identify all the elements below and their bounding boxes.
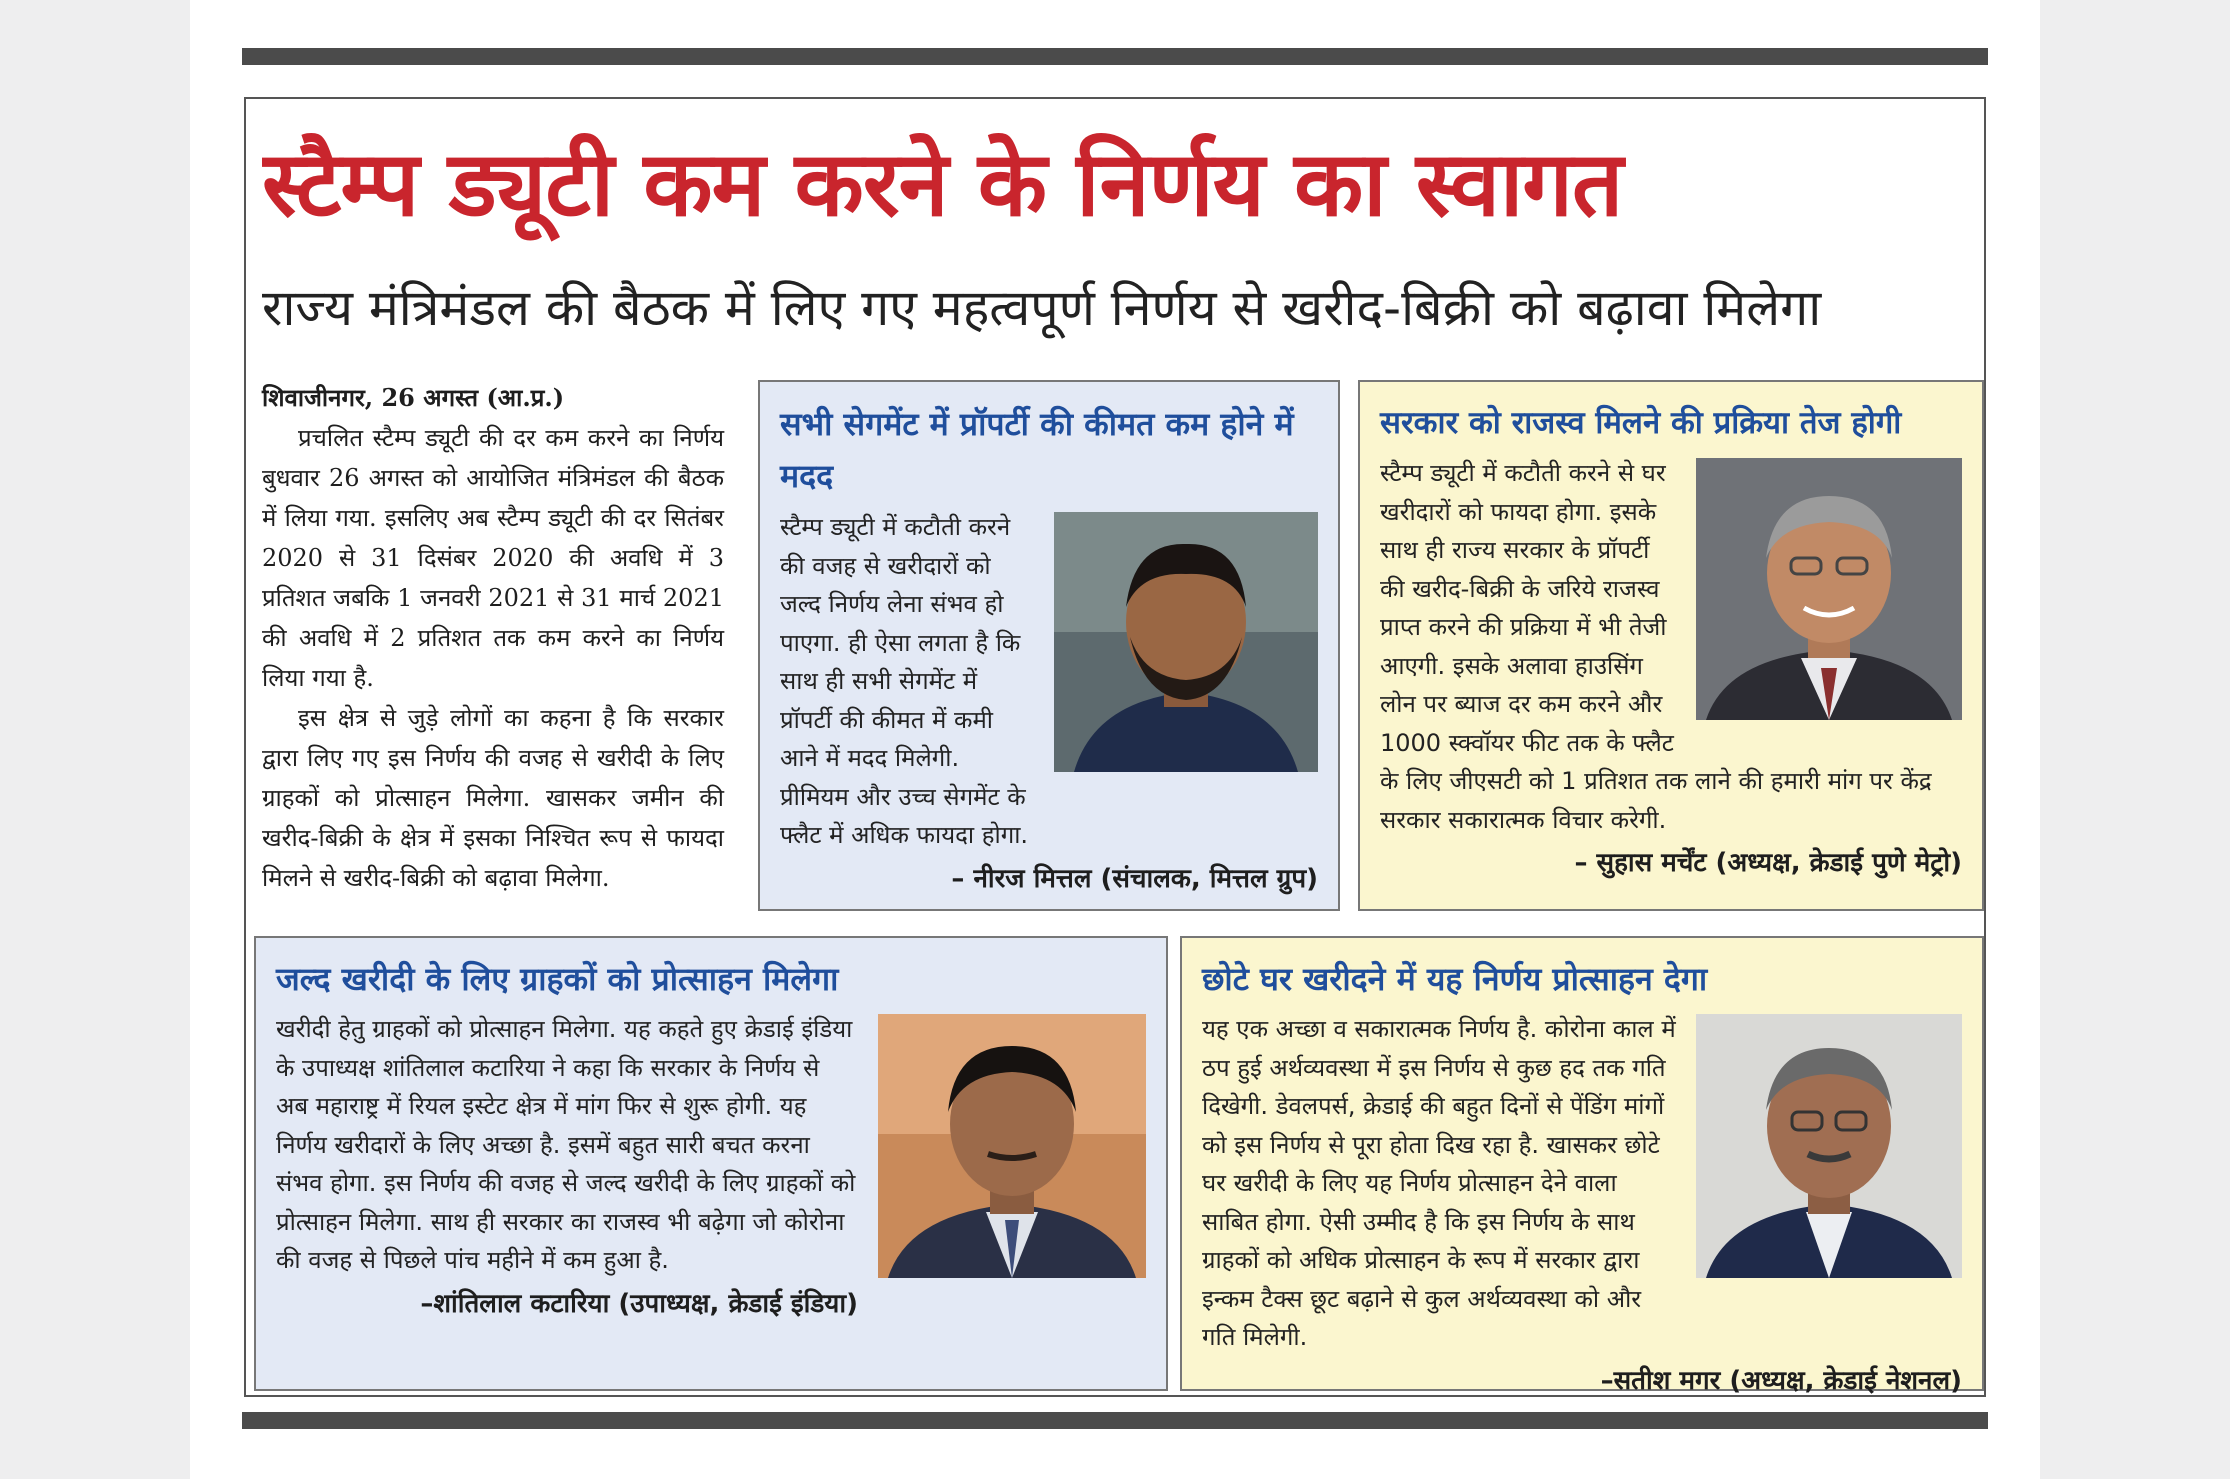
quote-box-suhas-merchant bbox=[1358, 380, 1984, 911]
quote-box-body: खरीदी हेतु ग्राहकों को प्रोत्साहन मिलेगा. यह कहते हुए क्रेडाई इंडिया के उपाध्यक्ष शांतिलाल कटारिया ने कहा कि सरकार के निर्णय से अब महाराष्ट्र में रियल इस्टेट क्षेत्र में मांग फिर से शुरू होगी. यह निर्णय खरीदारों के लिए अच्छा है. इसमें बहुत सारी बचत करना संभव होगा. इस निर्णय की वजह से जल्द खरीदी के लिए ग्राहकों को प्रोत्साहन मिलेगा. साथ ही सरकार का राजस्व भी बढ़ेगा जो कोरोना की वजह से पिछले पांच महीने में कम हुआ है. bbox=[276, 1015, 856, 1274]
quote-box-title: छोटे घर खरीदने में यह निर्णय प्रोत्साहन देगा bbox=[1202, 960, 1708, 998]
quote-box-title: जल्द खरीदी के लिए ग्राहकों को प्रोत्साहन मिलेगा bbox=[276, 960, 839, 998]
quote-box-signature: –शांतिलाल कटारिया (उपाध्यक्ष, क्रेडाई इंडिया) bbox=[420, 1288, 858, 1319]
quote-box-shantilal-kataria bbox=[254, 936, 1168, 1391]
top-rule bbox=[242, 48, 1988, 65]
bottom-rule bbox=[242, 1412, 1988, 1429]
quote-box-body: स्टैम्प ड्यूटी में कटौती करने की वजह से खरीदारों को जल्द निर्णय लेना संभव हो पाएगा. ही ऐसा लगता है कि साथ ही सभी सेगमेंट में प्रॉपर्टी की कीमत में कमी आने में मदद मिलेगी. प्रीमियम और उच्च सेगमेंट के फ्लैट में अधिक फायदा होगा. bbox=[780, 513, 1029, 849]
quote-box-signature: – नीरज मित्तल (संचालक, मित्तल ग्रुप) bbox=[951, 863, 1318, 894]
dateline: शिवाजीनगर, 26 अगस्त (आ.प्र.) bbox=[262, 383, 565, 412]
main-article-column bbox=[262, 378, 724, 898]
article-paragraph-1: प्रचलित स्टैम्प ड्यूटी की दर कम करने का निर्णय बुधवार 26 अगस्त को आयोजित मंत्रिमंडल की बैठक में लिया गया. इसलिए अब स्टैम्प ड्यूटी की दर सितंबर 2020 से 31 दिसंबर 2020 की अवधि में 3 प्रतिशत जबकि 1 जनवरी 2021 से 31 मार्च 2021 की अवधि में 2 प्रतिशत तक कम करने का निर्णय लिया गया है. bbox=[262, 424, 724, 692]
portrait-photo-neeraj-mittal bbox=[1054, 512, 1318, 772]
headline: स्टैम्प ड्यूटी कम करने के निर्णय का स्वागत bbox=[262, 132, 1623, 237]
portrait-photo-satish-magar bbox=[1696, 1014, 1962, 1278]
quote-box-title: सभी सेगमेंट में प्रॉपर्टी की कीमत कम होने में मदद bbox=[780, 405, 1294, 495]
quote-box-body: स्टैम्प ड्यूटी में कटौती करने से घर खरीदारों को फायदा होगा. इसके साथ ही राज्य सरकार के प्रॉपर्टी की खरीद-बिक्री के जरिये राजस्व प्राप्त करने की प्रक्रिया में भी तेजी आएगी. इसके अलावा हाउसिंग लोन पर ब्याज दर कम करने और 1000 स्क्वॉयर फीट तक के फ्लैट के लिए जीएसटी को 1 प्रतिशत तक लाने की हमारी मांग पर केंद्र सरकार सकारात्मक विचार करेगी. bbox=[1380, 459, 1932, 834]
quote-box-body: यह एक अच्छा व सकारात्मक निर्णय है. कोरोना काल में ठप हुई अर्थव्यवस्था में इस निर्णय से कुछ हद तक गति दिखेगी. डेवलपर्स, क्रेडाई की बहुत दिनों से पेंडिंग मांगों को इस निर्णय से पूरा होता दिख रहा है. खासकर छोटे घर खरीदी के लिए यह निर्णय प्रोत्साहन देने वाला साबित होगा. ऐसी उम्मीद है कि इस निर्णय के साथ ग्राहकों को अधिक प्रोत्साहन के रूप में सरकार द्वारा इन्कम टैक्स छूट बढ़ाने से कुल अर्थव्यवस्था को और गति मिलेगी. bbox=[1202, 1015, 1676, 1351]
quote-box-title: सरकार को राजस्व मिलने की प्रक्रिया तेज होगी bbox=[1380, 405, 1902, 441]
portrait-photo-shantilal-kataria bbox=[878, 1014, 1146, 1278]
quote-box-neeraj-mittal bbox=[758, 380, 1340, 911]
quote-box-signature: – सुहास मर्चेंट (अध्यक्ष, क्रेडाई पुणे मेट्रो) bbox=[1574, 848, 1962, 878]
article-paragraph-2: इस क्षेत्र से जुड़े लोगों का कहना है कि सरकार द्वारा लिए गए इस निर्णय की वजह से खरीदी के लिए ग्राहकों को प्रोत्साहन मिलेगा. खासकर जमीन की खरीद-बिक्री के क्षेत्र में इसका निश्चित रूप से फायदा मिलने से खरीद-बिक्री को बढ़ावा मिलेगा. bbox=[262, 704, 724, 892]
quote-box-signature: –सतीश मगर (अध्यक्ष, क्रेडाई नेशनल) bbox=[1600, 1365, 1962, 1396]
portrait-photo-suhas-merchant bbox=[1696, 458, 1962, 720]
subheadline: राज्य मंत्रिमंडल की बैठक में लिए गए महत्वपूर्ण निर्णय से खरीद-बिक्री को बढ़ावा मिलेगा bbox=[262, 279, 1822, 337]
quote-box-satish-magar bbox=[1180, 936, 1984, 1396]
